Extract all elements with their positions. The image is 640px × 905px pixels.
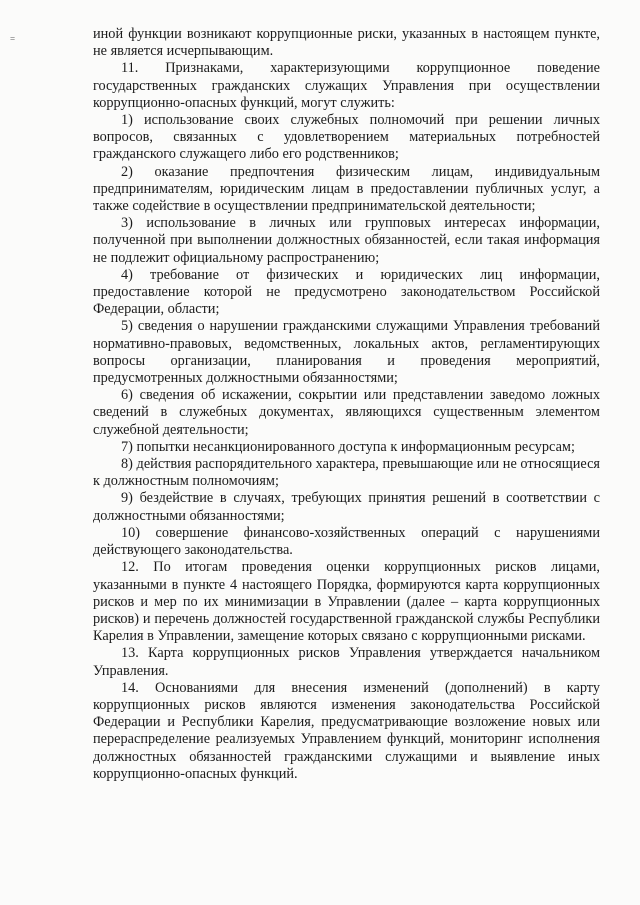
paragraph-continuation: иной функции возникают коррупционные риски, указанных в настоящем пункте, не является исчерпывающим. [93,26,600,60]
list-item-6: 6) сведения об искажении, сокрытии или представлении заведомо ложных сведений в служебных документах, являющихся существенным элементом служебной деятельности; [93,387,600,438]
paragraph-13: 13. Карта коррупционных рисков Управления утверждается начальником Управления. [93,645,600,679]
list-item-8: 8) действия распорядительного характера, превышающие или не относящиеся к должностным полномочиям; [93,456,600,490]
list-item-5: 5) сведения о нарушении гражданскими служащими Управления требований нормативно-правовых, ведомственных, локальных актов, регламентирующих вопросы организации, планирования и проведения мероприятий, предусмотренных должностными обязанностями; [93,318,600,387]
list-item-10: 10) совершение финансово-хозяйственных операций с нарушениями действующего законодательства. [93,524,600,559]
document-body [93,26,600,783]
list-item-2: 2) оказание предпочтения физическим лицам, индивидуальным предпринимателям, юридическим лицам в предоставлении публичных услуг, а также содействие в осуществлении предпринимательской деятельности; [93,163,600,215]
list-item-7: 7) попытки несанкционированного доступа к информационным ресурсам; [121,438,575,455]
list-item-1: 1) использование своих служебных полномочий при решении личных вопросов, связанных с удовлетворением материальных потребностей гражданского служащего либо его родственников; [93,112,600,163]
margin-mark: = [10,34,16,44]
paragraph-12: 12. По итогам проведения оценки коррупционных рисков лицами, указанными в пункте 4 настоящего Порядка, формируются карта коррупционных рисков и мер по их минимизации в Управлении (далее – карта коррупционных рисков) и перечень должностей государственной гражданской службы Республики Карелия в Управлении, замещение которых связано с коррупционными рисками. [93,559,600,645]
list-item-4: 4) требование от физических и юридических лиц информации, предоставление которой не предусмотрено законодательством Российской Федерации, области; [93,266,600,318]
paragraph-11: 11. Признаками, характеризующими коррупционное поведение государственных гражданских служащих Управления при осуществлении коррупционно-опасных функций, могут служить: [93,60,600,111]
list-item-9: 9) бездействие в случаях, требующих принятия решений в соответствии с должностными обязанностями; [93,490,600,524]
paragraph-14: 14. Основаниями для внесения изменений (дополнений) в карту коррупционных рисков являются изменения законодательства Российской Федерации и Республики Карелия, предусматривающие возложение новых или перераспределение реализуемых Управлением функций, мониторинг исполнения должностных обязанностей гражданскими служащими и выявление иных коррупционно-опасных функций. [93,679,600,782]
list-item-3: 3) использование в личных или групповых интересах информации, полученной при выполнении должностных обязанностей, если такая информация не подлежит официальному распространению; [93,215,600,266]
